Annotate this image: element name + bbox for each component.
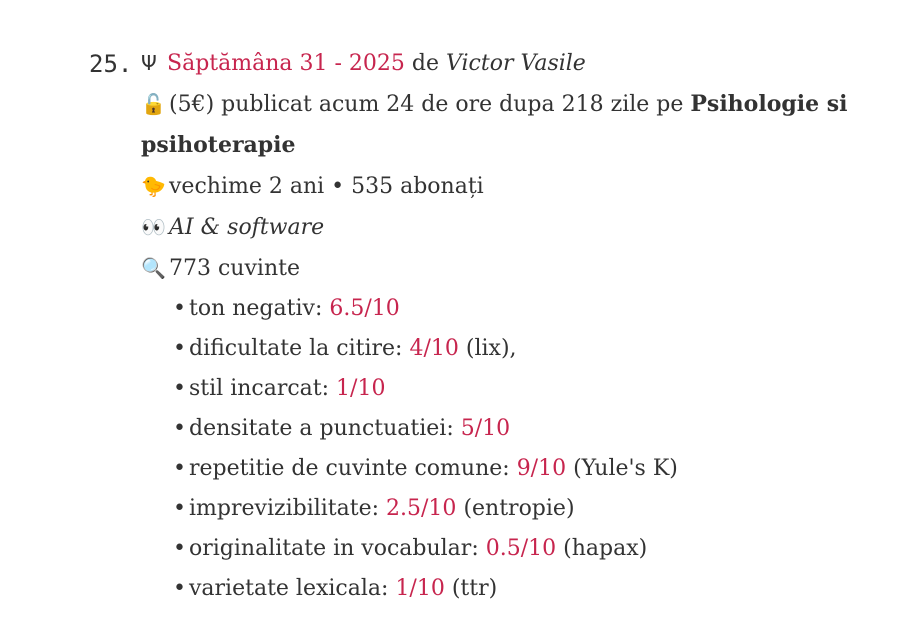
- metric-note: (hapax): [563, 536, 648, 561]
- metric-item: [173, 409, 881, 449]
- by-label: de: [411, 51, 439, 76]
- metric-item: [173, 369, 881, 409]
- metric-item: [173, 569, 881, 609]
- publish-info: [141, 84, 881, 166]
- metric-label: stil incarcat:: [189, 376, 330, 401]
- bullet: •: [173, 536, 186, 561]
- metric-item: [173, 489, 881, 529]
- bullet: •: [173, 576, 186, 601]
- author-name: Victor Vasile: [446, 51, 586, 76]
- metric-note: (Yule's K): [573, 456, 678, 481]
- metric-score: 5/10: [460, 416, 511, 441]
- chick-icon: 🐤: [141, 174, 166, 198]
- price: (5€): [169, 92, 215, 117]
- metric-score: 9/10: [516, 456, 567, 481]
- bullet: •: [173, 296, 186, 321]
- metrics-list: [141, 289, 881, 609]
- word-count-line: [141, 248, 881, 289]
- bullet: •: [173, 376, 186, 401]
- metric-score: 0.5/10: [485, 536, 557, 561]
- published-text: publicat acum 24 de ore dupa 218 zile pe: [221, 92, 684, 117]
- metric-note: (ttr): [451, 576, 498, 601]
- metric-label: originalitate in vocabular:: [189, 536, 479, 561]
- psi-icon: Ψ: [141, 51, 157, 75]
- metric-label: imprevizibilitate:: [189, 496, 380, 521]
- metric-note: (entropie): [463, 496, 575, 521]
- magnifier-icon: 🔍: [141, 256, 166, 280]
- bullet: •: [173, 336, 186, 361]
- metric-label: varietate lexicala:: [189, 576, 389, 601]
- metric-score: 1/10: [395, 576, 445, 601]
- entry-title-line: [141, 43, 881, 84]
- category-line: [141, 207, 881, 248]
- unlock-icon: 🔓: [141, 92, 166, 116]
- bullet: •: [173, 416, 186, 441]
- entry-number: 25.: [89, 50, 133, 78]
- metric-score: 2.5/10: [386, 496, 457, 521]
- metric-item: [173, 529, 881, 569]
- metric-score: 1/10: [336, 376, 386, 401]
- bullet: •: [173, 456, 186, 481]
- metric-score: 6.5/10: [329, 296, 400, 321]
- entry-body: [141, 43, 881, 609]
- publication-name: Psihologie si psihoterapie: [141, 91, 848, 158]
- eyes-icon: 👀: [141, 215, 166, 239]
- post-title-link[interactable]: Săptămâna 31 - 2025: [167, 51, 405, 76]
- age-subscribers: vechime 2 ani • 535 abonați: [169, 174, 484, 199]
- metric-label: ton negativ:: [189, 296, 323, 321]
- metric-item: [173, 449, 881, 489]
- metric-label: dificultate la citire:: [189, 336, 403, 361]
- metric-label: repetitie de cuvinte comune:: [189, 456, 510, 481]
- word-count: 773 cuvinte: [169, 256, 300, 281]
- metric-item: [173, 329, 881, 369]
- metric-item: [173, 289, 881, 329]
- bullet: •: [173, 496, 186, 521]
- metric-label: densitate a punctuatiei:: [189, 416, 454, 441]
- metric-score: 4/10: [409, 336, 459, 361]
- category: AI & software: [169, 215, 325, 240]
- age-subscribers-line: [141, 166, 881, 207]
- metric-note: (lix),: [465, 336, 517, 361]
